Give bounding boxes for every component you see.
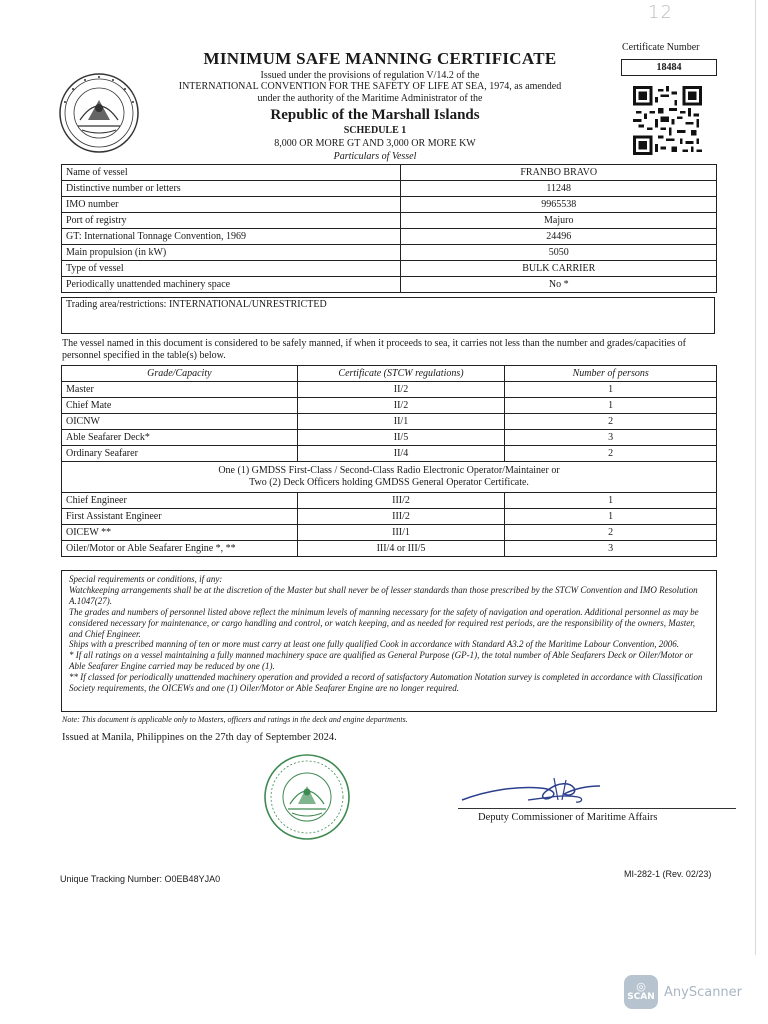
grade-cell: Chief Mate — [62, 398, 298, 414]
grade-cell: First Assistant Engineer — [62, 509, 298, 525]
persons-cell: 3 — [505, 430, 717, 446]
vessel-field-value: Majuro — [401, 213, 717, 229]
qr-code-icon — [632, 86, 703, 155]
table-row — [62, 382, 717, 398]
vessel-field-label: Port of registry — [62, 213, 401, 229]
vessel-field-label: Type of vessel — [62, 261, 401, 277]
special-requirements-box — [61, 570, 717, 712]
vessel-field-label: Periodically unattended machinery space — [62, 277, 401, 293]
vessel-field-label: Main propulsion (in kW) — [62, 245, 401, 261]
table-row — [62, 261, 717, 277]
signatory-title: Deputy Commissioner of Maritime Affairs — [478, 812, 658, 823]
special-heading: Special requirements or conditions, if any: — [69, 574, 223, 584]
column-header-grade: Grade/Capacity — [62, 366, 298, 382]
convention-text: INTERNATIONAL CONVENTION FOR THE SAFETY OF LIFE AT SEA, 1974, as amended — [178, 81, 562, 92]
vessel-field-label: Distinctive number or letters — [62, 181, 401, 197]
gmdss-line: Two (2) Deck Officers holding GMDSS General Operator Certificate. — [249, 477, 529, 488]
persons-cell: 1 — [505, 509, 717, 525]
handwritten-page-number: 12 — [648, 2, 673, 23]
persons-cell: 1 — [505, 493, 717, 509]
vessel-field-value: 24496 — [401, 229, 717, 245]
certificate-number-label: Certificate Number — [622, 42, 700, 53]
signature-line — [458, 808, 736, 809]
manning-intro-text: The vessel named in this document is considered to be safely manned, if when it proceeds to sea, it carries not less than the number and grades/capacities of personnel specified in the table(s) below. — [62, 338, 686, 361]
page-edge — [755, 0, 756, 955]
gmdss-line: One (1) GMDSS First-Class / Second-Class Radio Electronic Operator/Maintainer or — [218, 465, 560, 476]
vessel-field-value: FRANBO BRAVO — [401, 165, 717, 181]
persons-cell: 1 — [505, 398, 717, 414]
table-row — [62, 446, 717, 462]
vessel-field-value: 11248 — [401, 181, 717, 197]
persons-cell: 3 — [505, 541, 717, 557]
table-header-row — [62, 366, 717, 382]
particulars-heading: Particulars of Vessel — [333, 151, 417, 162]
tracking-number: Unique Tracking Number: O0EB48YJA0 — [60, 874, 221, 884]
scanner-badge: SCAN — [627, 992, 655, 1002]
applicability-note: Note: This document is applicable only to Masters, officers and ratings in the deck and engine departments. — [62, 715, 408, 724]
trading-area-text: Trading area/restrictions: INTERNATIONAL/UNRESTRICTED — [61, 297, 715, 334]
authority-text: under the authority of the Maritime Administrator of the — [257, 93, 483, 104]
signature-icon — [458, 770, 608, 810]
table-row — [62, 541, 717, 557]
gmdss-requirement — [62, 462, 717, 493]
table-row — [62, 398, 717, 414]
special-paragraph: Watchkeeping arrangements shall be at the discretion of the Master but shall never be of lesser standards than those prescribed by the STCW Convention and IMO Resolution A.1047(27). — [69, 584, 698, 606]
table-row — [62, 245, 717, 261]
table-row — [62, 165, 717, 181]
table-row — [62, 430, 717, 446]
vessel-particulars-table — [61, 164, 717, 293]
column-header-persons: Number of persons — [505, 366, 717, 382]
vessel-field-value: BULK CARRIER — [401, 261, 717, 277]
table-row — [62, 525, 717, 541]
vessel-field-label: GT: International Tonnage Convention, 1969 — [62, 229, 401, 245]
schedule-label: SCHEDULE 1 — [343, 125, 407, 136]
certificate-cell: II/5 — [297, 430, 505, 446]
vessel-field-value: No * — [401, 277, 717, 293]
special-paragraph: Ships with a prescribed manning of ten or more must carry at least one fully qualified Cook in accordance with Standard A3.2 of the Maritime Labour Convention, 2006. — [69, 639, 679, 650]
special-paragraph: * If all ratings on a vessel maintaining a fully manned machinery space are qualified as General Purpose (GP-1), the total number of Able Seafarers Deck or Oiler/Motor or Able Seafarer Engine carried may be reduced by one (1). — [69, 650, 693, 672]
persons-cell: 2 — [505, 446, 717, 462]
grade-cell: Ordinary Seafarer — [62, 446, 298, 462]
republic-heading: Republic of the Marshall Islands — [270, 107, 480, 123]
table-row — [62, 181, 717, 197]
issued-under-text: Issued under the provisions of regulation V/14.2 of the — [260, 70, 480, 81]
grade-cell: Able Seafarer Deck* — [62, 430, 298, 446]
manning-table — [61, 365, 717, 557]
certificate-cell: III/4 or III/5 — [297, 541, 505, 557]
table-row — [62, 277, 717, 293]
certificate-cell: III/2 — [297, 493, 505, 509]
scanner-logo-icon: ◎ SCAN — [624, 975, 658, 1009]
grade-cell: OICNW — [62, 414, 298, 430]
persons-cell: 2 — [505, 525, 717, 541]
official-stamp-icon — [262, 752, 352, 842]
special-paragraph: The grades and numbers of personnel listed above reflect the minimum levels of manning necessary for the safety of navigation and operation. Additional personnel as may be considered necessary for maintenance, or cargo handling and control, or watch keeping, and as needed for required rest periods, are the responsibility of the owners, Master, and Chief Engineer. — [69, 606, 699, 639]
column-header-certificate: Certificate (STCW regulations) — [297, 366, 505, 382]
certificate-cell: II/2 — [297, 382, 505, 398]
gmdss-row — [62, 462, 717, 493]
table-row — [62, 509, 717, 525]
certificate-cell: III/2 — [297, 509, 505, 525]
table-row — [62, 197, 717, 213]
table-row — [62, 229, 717, 245]
vessel-field-label: IMO number — [62, 197, 401, 213]
persons-cell: 1 — [505, 382, 717, 398]
certificate-cell: III/1 — [297, 525, 505, 541]
table-row — [62, 213, 717, 229]
persons-cell: 2 — [505, 414, 717, 430]
table-row — [62, 493, 717, 509]
document-title: MINIMUM SAFE MANNING CERTIFICATE — [203, 49, 557, 68]
certificate-cell: II/1 — [297, 414, 505, 430]
certificate-number-box: 18484 — [621, 59, 717, 76]
scanner-app-name: AnyScanner — [664, 984, 743, 1000]
table-row — [62, 414, 717, 430]
grade-cell: Chief Engineer — [62, 493, 298, 509]
grade-cell: Master — [62, 382, 298, 398]
grade-cell: OICEW ** — [62, 525, 298, 541]
vessel-field-value: 5050 — [401, 245, 717, 261]
certificate-cell: II/2 — [297, 398, 505, 414]
issued-place-date: Issued at Manila, Philippines on the 27th day of September 2024. — [62, 732, 337, 743]
vessel-field-value: 9965538 — [401, 197, 717, 213]
special-paragraph: ** If classed for periodically unattended machinery operation and provided a record of satisfactory Automation Notation survey is completed in accordance with Classification Society requirements, the OICEWs and one (1) Oiler/Motor or Able Seafarer Engine are no longer required. — [69, 672, 703, 694]
certificate-cell: II/4 — [297, 446, 505, 462]
vessel-field-label: Name of vessel — [62, 165, 401, 181]
grade-cell: Oiler/Motor or Able Seafarer Engine *, ** — [62, 541, 298, 557]
gt-range-text: 8,000 OR MORE GT AND 3,000 OR MORE KW — [274, 138, 476, 149]
scanner-watermark — [624, 975, 742, 1009]
republic-seal-icon — [58, 72, 140, 154]
form-number: MI-282-1 (Rev. 02/23) — [624, 869, 712, 879]
